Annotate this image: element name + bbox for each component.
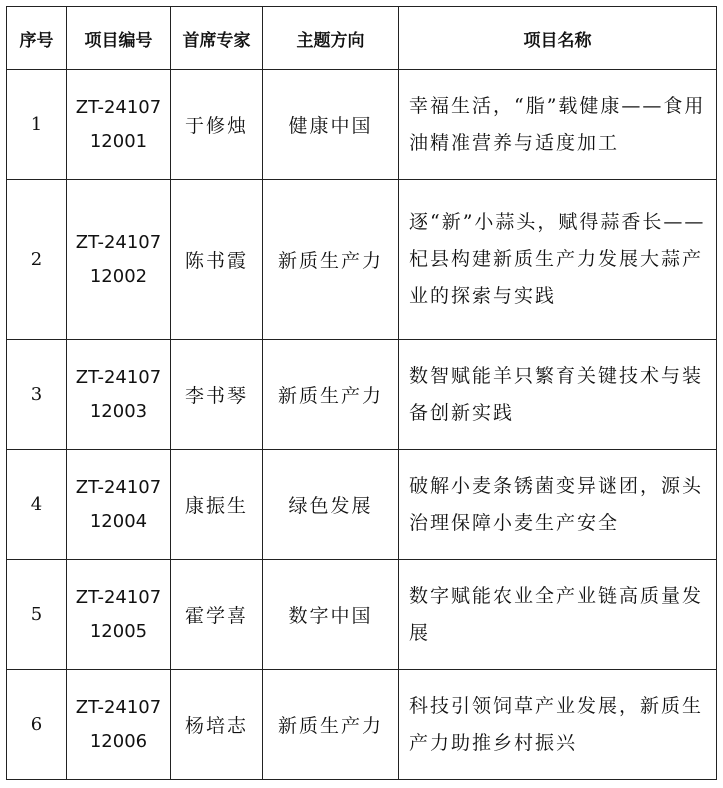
row-code [67, 180, 171, 340]
header-no: 序号 [7, 7, 67, 70]
row-code [67, 670, 171, 780]
row-expert: 霍学喜 [171, 560, 263, 670]
row-project-name: 数智赋能羊只繁育关键技术与装备创新实践 [399, 340, 717, 450]
table-row [7, 70, 717, 180]
row-topic: 新质生产力 [263, 670, 399, 780]
table-row [7, 450, 717, 560]
row-project-name: 破解小麦条锈菌变异谜团，源头治理保障小麦生产安全 [399, 450, 717, 560]
code-line-2: 12006 [89, 730, 148, 752]
code-line-2: 12003 [89, 400, 148, 422]
row-no: 1 [7, 70, 67, 180]
row-topic: 健康中国 [263, 70, 399, 180]
header-expert: 首席专家 [171, 7, 263, 70]
row-project-name: 幸福生活，“脂”载健康——食用油精准营养与适度加工 [399, 70, 717, 180]
row-project-name: 数字赋能农业全产业链高质量发展 [399, 560, 717, 670]
row-expert: 于修烛 [171, 70, 263, 180]
row-expert: 康振生 [171, 450, 263, 560]
table-row [7, 670, 717, 780]
table-row [7, 560, 717, 670]
code-line-1: ZT-24107 [75, 231, 162, 253]
code-line-2: 12005 [89, 620, 148, 642]
row-topic: 新质生产力 [263, 340, 399, 450]
code-line-2: 12002 [89, 265, 148, 287]
row-no: 4 [7, 450, 67, 560]
row-project-name: 科技引领饲草产业发展，新质生产力助推乡村振兴 [399, 670, 717, 780]
code-line-1: ZT-24107 [75, 96, 162, 118]
table-row [7, 180, 717, 340]
row-no: 2 [7, 180, 67, 340]
code-line-1: ZT-24107 [75, 696, 162, 718]
row-topic: 新质生产力 [263, 180, 399, 340]
row-expert: 陈书霞 [171, 180, 263, 340]
row-no: 5 [7, 560, 67, 670]
row-expert: 杨培志 [171, 670, 263, 780]
row-topic: 绿色发展 [263, 450, 399, 560]
code-line-2: 12001 [89, 130, 148, 152]
row-no: 6 [7, 670, 67, 780]
header-name: 项目名称 [399, 7, 717, 70]
code-line-1: ZT-24107 [75, 366, 162, 388]
project-table [6, 6, 717, 780]
row-code [67, 560, 171, 670]
code-line-1: ZT-24107 [75, 586, 162, 608]
header-code: 项目编号 [67, 7, 171, 70]
table-row [7, 340, 717, 450]
code-line-2: 12004 [89, 510, 148, 532]
row-expert: 李书琴 [171, 340, 263, 450]
row-code [67, 340, 171, 450]
code-line-1: ZT-24107 [75, 476, 162, 498]
row-topic: 数字中国 [263, 560, 399, 670]
row-code [67, 70, 171, 180]
table-header-row [7, 7, 717, 70]
row-no: 3 [7, 340, 67, 450]
row-project-name: 逐“新”小蒜头，赋得蒜香长——杞县构建新质生产力发展大蒜产业的探索与实践 [399, 180, 717, 340]
header-topic: 主题方向 [263, 7, 399, 70]
row-code [67, 450, 171, 560]
